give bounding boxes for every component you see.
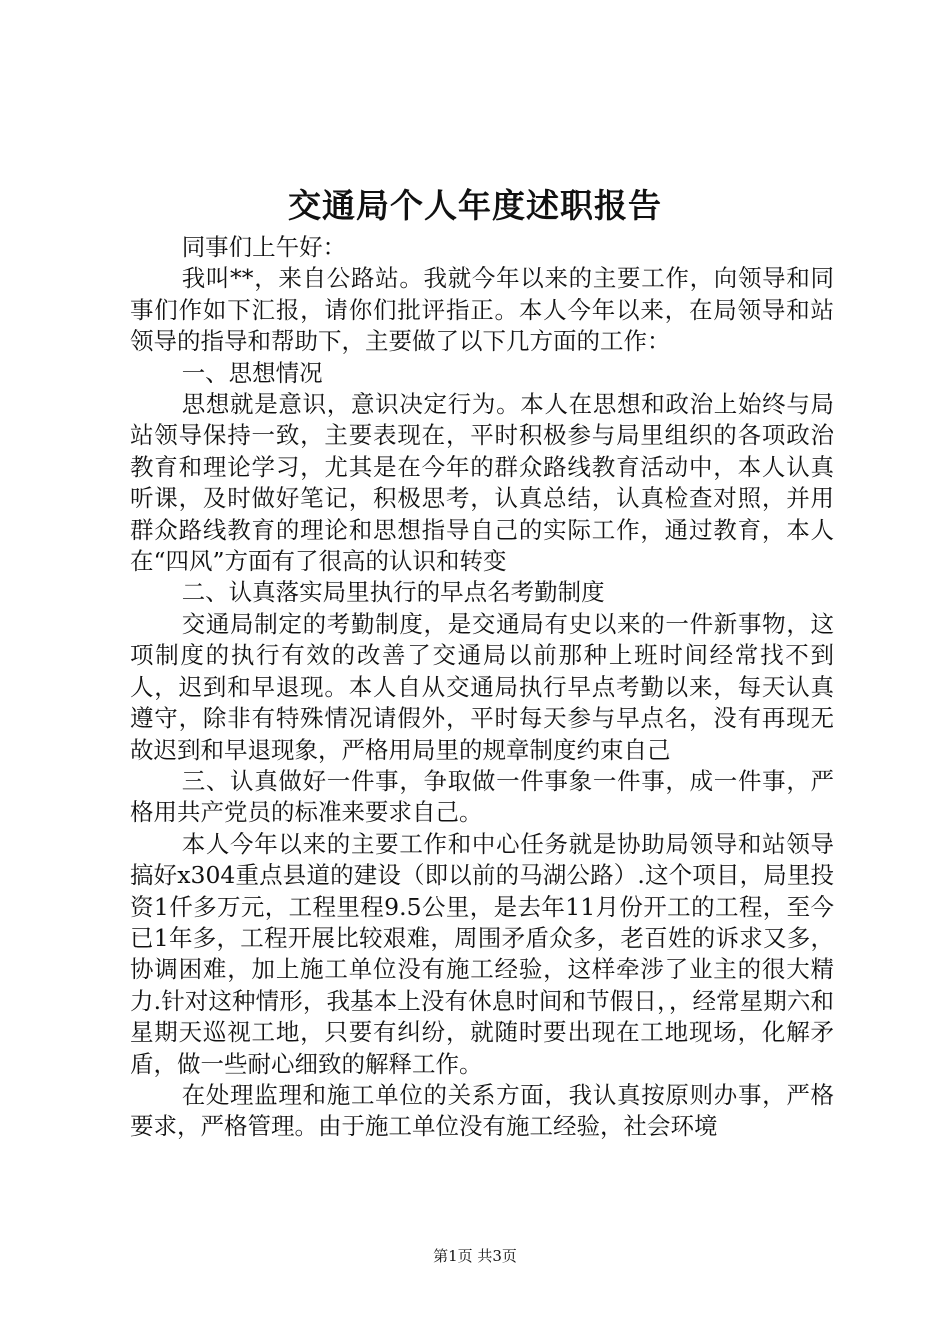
page-footer: 第1页 共3页 (433, 1247, 517, 1265)
section-heading-3: 三、认真做好一件事，争取做一件事象一件事，成一件事，严格用共产党员的标准来要求自己。 (130, 766, 834, 827)
paragraph-section-2: 交通局制定的考勤制度，是交通局有史以来的一件新事物，这项制度的执行有效的改善了交通局以前那种上班时间经常找不到人，迟到和早退现。本人自从交通局执行早点考勤以来，每天认真遵守，除非有特殊情况请假外，平时每天参与早点名，没有再现无故迟到和早退现象，严格用局里的规章制度约束自己 (130, 609, 834, 764)
section-heading-1: 一、思想情况 (181, 358, 323, 387)
document-body (130, 232, 834, 1143)
document-title: 交通局个人年度述职报告 (288, 186, 662, 225)
paragraph-greeting: 同事们上午好： (181, 233, 347, 261)
paragraph-section-1: 思想就是意识，意识决定行为。本人在思想和政治上始终与局站领导保持一致，主要表现在，平时积极参与局里组织的各项政治教育和理论学习，尤其是在今年的群众路线教育活动中，本人认真听课，及时做好笔记，积极思考，认真总结，认真检查对照，并用群众路线教育的理论和思想指导自己的实际工作，通过教育，本人在“四风”方面有了很高的认识和转变 (130, 390, 834, 576)
section-heading-2: 二、认真落实局里执行的早点名考勤制度 (181, 578, 605, 607)
paragraph-introduction: 我叫**，来自公路站。我就今年以来的主要工作，向领导和同事们作如下汇报，请你们批评指正。本人今年以来，在局领导和站领导的指导和帮助下，主要做了以下几方面的工作： (130, 264, 834, 356)
paragraph-supervision: 在处理监理和施工单位的关系方面，我认真按原则办事，严格要求，严格管理。由于施工单位没有施工经验，社会环境 (130, 1080, 834, 1141)
paragraph-section-3: 本人今年以来的主要工作和中心任务就是协助局领导和站领导搞好x304重点县道的建设（即以前的马湖公路）.这个项目，局里投资1仟多万元，工程里程9.5公里，是去年11月份开工的工程，至今已1年多，工程开展比较艰难，周围矛盾众多，老百姓的诉求又多，协调困难，加上施工单位没有施工经验，这样牵涉了业主的很大精力.针对这种情形，我基本上没有休息时间和节假日，，经常星期六和星期天巡视工地，只要有纠纷，就随时要出现在工地现场，化解矛盾，做一些耐心细致的解释工作。 (130, 829, 834, 1078)
